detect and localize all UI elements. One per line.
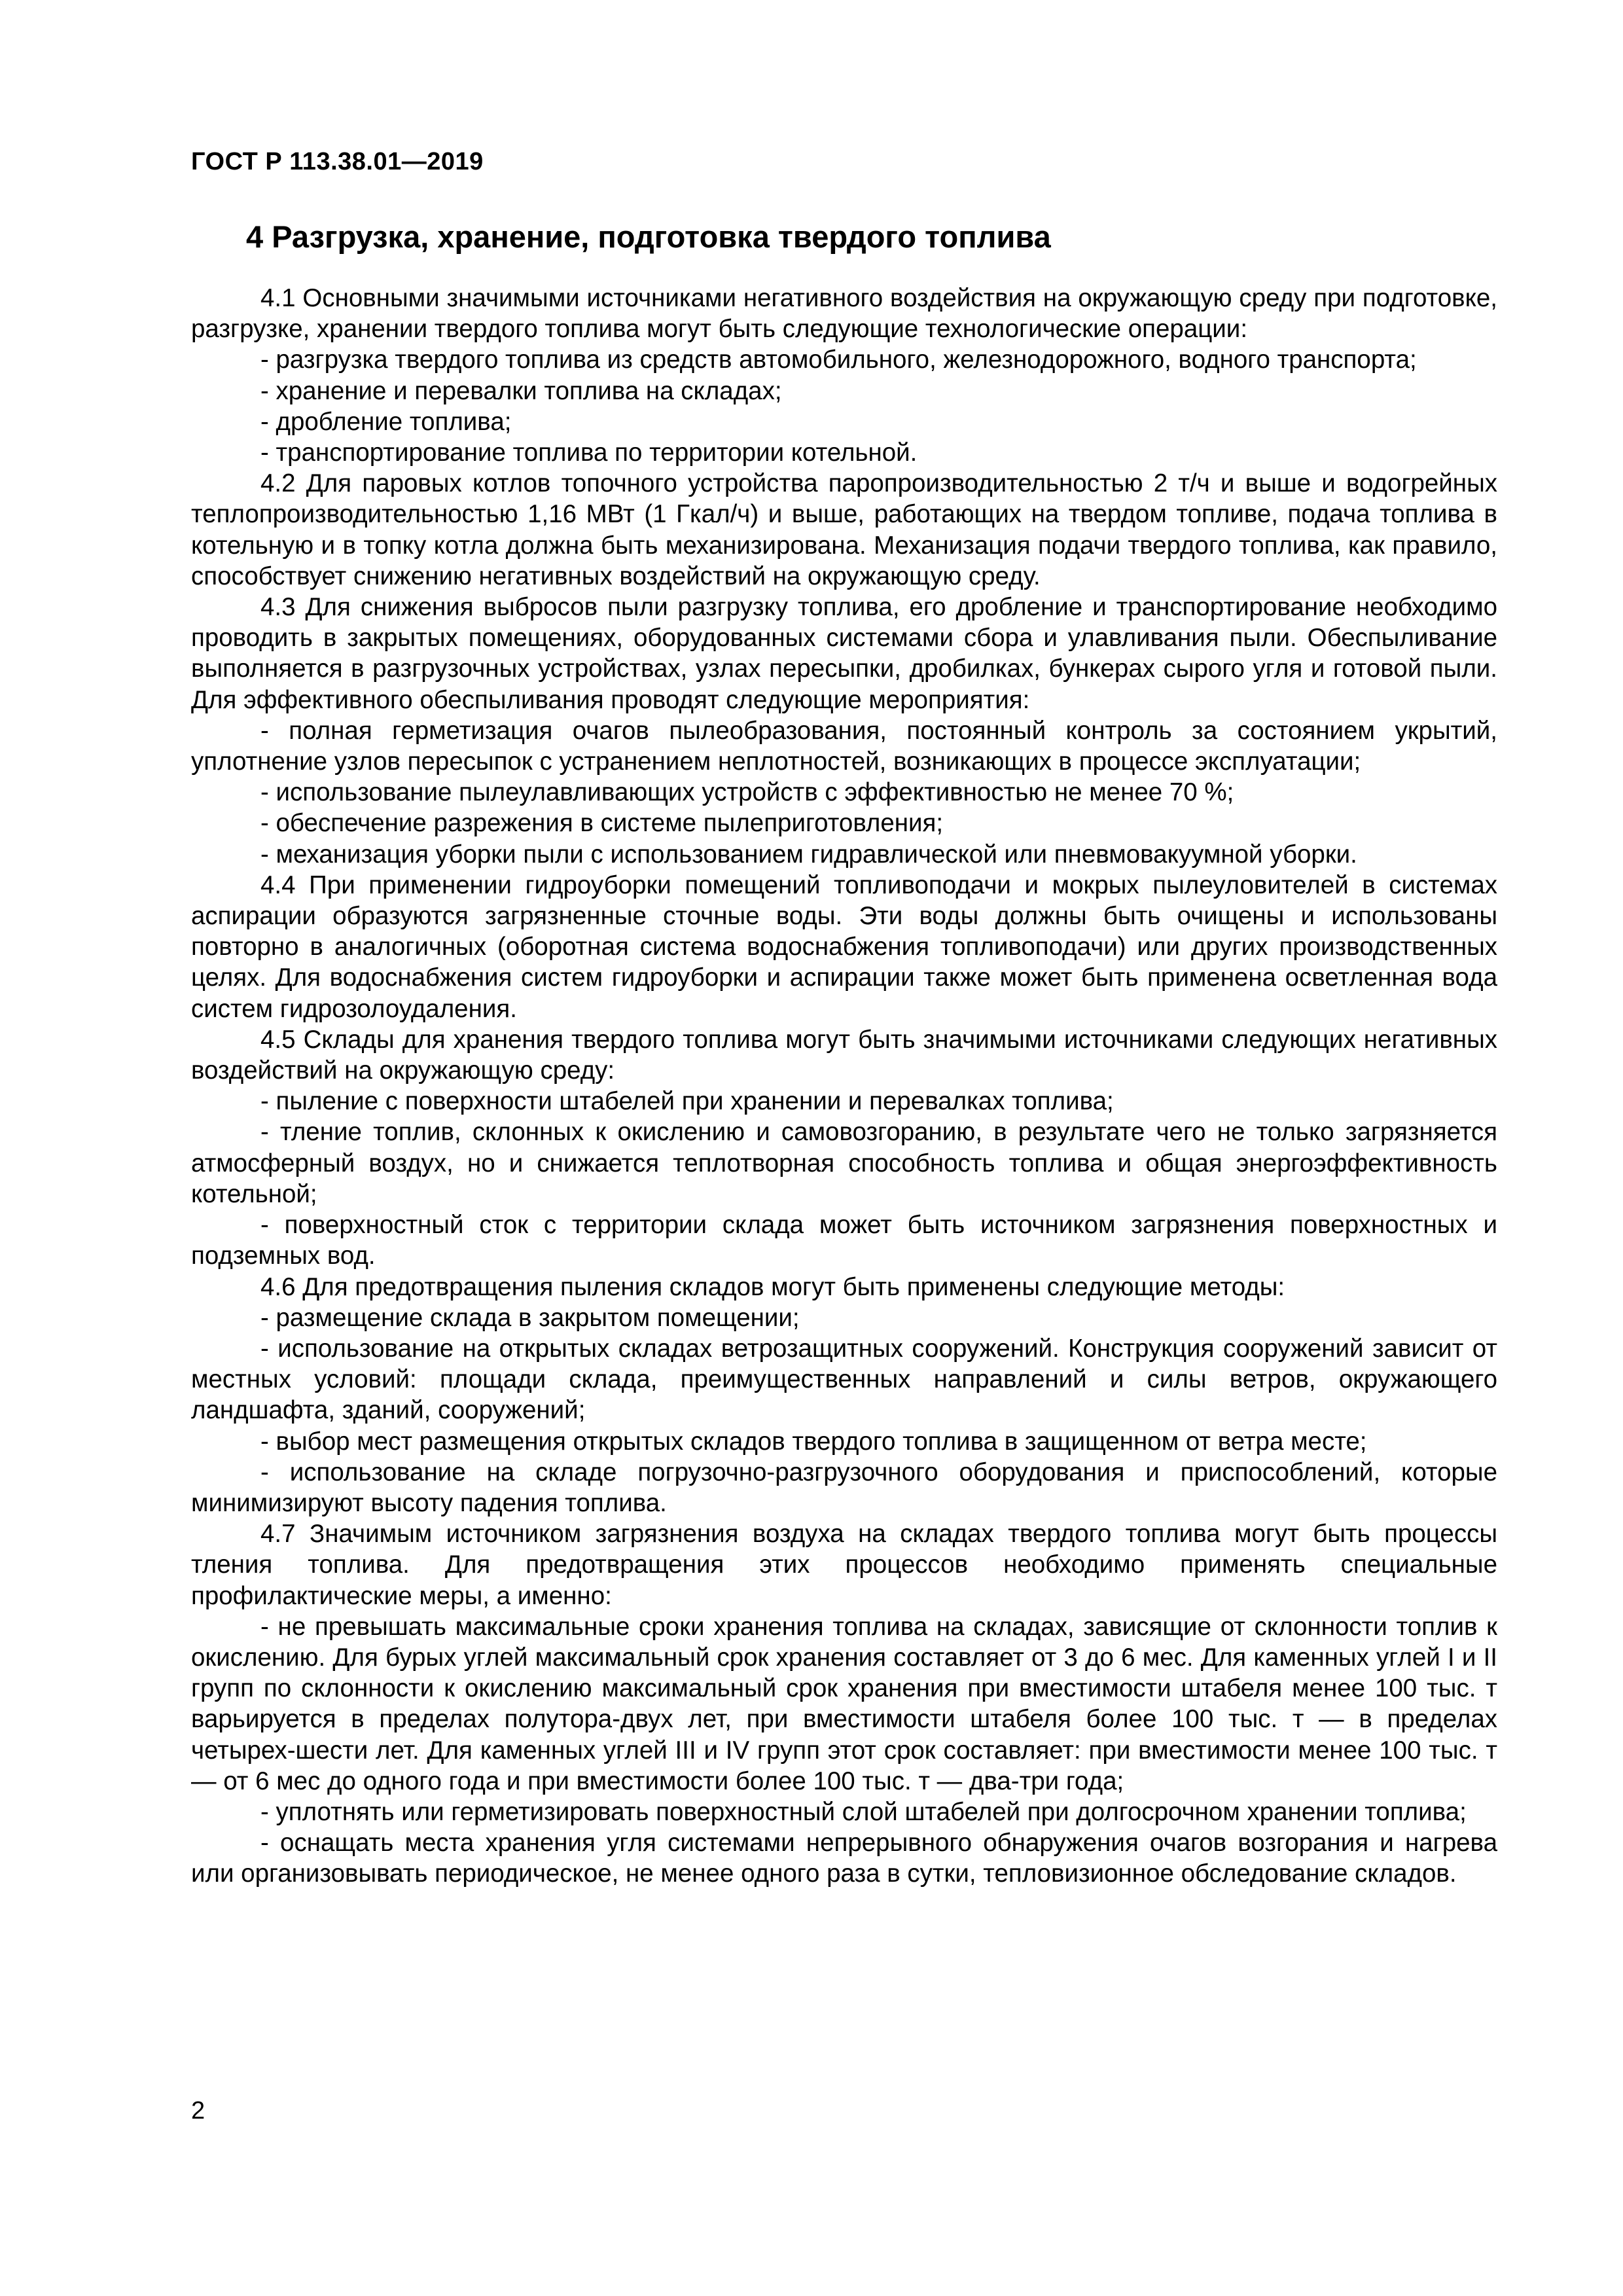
- list-item: - уплотнять или герметизировать поверхностный слой штабелей при долгосрочном хранении топлива;: [260, 1797, 1467, 1826]
- paragraph-4-4: 4.4 При применении гидроуборки помещений топливоподачи и мокрых пылеуловителей в системах аспирации образуются загрязненные сточные воды. Эти воды должны быть очищены и использованы повторно в аналогичных (оборотная система водоснабжения топливоподачи) или других производственных целях. Для водоснабжения систем гидроуборки и аспирации также может быть применена осветленная вода систем гидрозолоудаления.: [191, 870, 1497, 1023]
- list-item: - пыление с поверхности штабелей при хранении и перевалках топлива;: [260, 1087, 1114, 1116]
- list-item: - разгрузка твердого топлива из средств автомобильного, железнодорожного, водного транспорта;: [260, 346, 1417, 374]
- paragraph-4-2: 4.2 Для паровых котлов топочного устройства паропроизводительностью 2 т/ч и выше и водогрейных теплопроизводительностью 1,16 МВт (1 Гкал/ч) и выше, работающих на твердом топливе, подача топлива в котельную и в топку котла должна быть механизирована. Механизация подачи твердого топлива, как правило, способствует снижению негативных воздействий на окружающую среду.: [191, 469, 1497, 590]
- paragraph-4-6: 4.6 Для предотвращения пыления складов могут быть применены следующие методы:: [260, 1272, 1285, 1301]
- list-item: - выбор мест размещения открытых складов твердого топлива в защищенном от ветра месте;: [260, 1427, 1367, 1456]
- list-item: - хранение и перевалки топлива на складах;: [260, 376, 782, 405]
- list-item: - использование пылеулавливающих устройств с эффективностью не менее 70 %;: [260, 778, 1234, 807]
- list-item: - дробление топлива;: [260, 407, 512, 436]
- list-item: - не превышать максимальные сроки хранения топлива на складах, зависящие от склонности топлив к окислению. Для бурых углей максимальный срок хранения составляет от 3 до 6 мес. Для каменных углей I и II групп по склонности к окислению максимальный срок хранения при вместимости штабеля менее 100 тыс. т варьируется в пределах полутора-двух лет, при вместимости штабеля более 100 тыс. т — в пределах четырех-шести лет. Для каменных углей III и IV групп этот срок составляет: при вместимости менее 100 тыс. т — от 6 мес до одного года и при вместимости более 100 тыс. т — два-три года;: [191, 1612, 1497, 1795]
- list-item: - тление топлив, склонных к окислению и самовозгоранию, в результате чего не только загрязняется атмосферный воздух, но и снижается теплотворная способность топлива и общая энергоэффективность котельной;: [191, 1118, 1497, 1208]
- section-body: [191, 283, 1497, 1890]
- list-item: - использование на складе погрузочно-разгрузочного оборудования и приспособлений, которые минимизируют высоту падения топлива.: [191, 1458, 1497, 1517]
- page-number: 2: [191, 2097, 205, 2125]
- list-item: - транспортирование топлива по территории котельной.: [260, 439, 918, 467]
- list-item: - механизация уборки пыли с использованием гидравлической или пневмовакуумной уборки.: [260, 840, 1357, 869]
- standard-number: ГОСТ Р 113.38.01—2019: [191, 148, 484, 175]
- paragraph-4-3: 4.3 Для снижения выбросов пыли разгрузку топлива, его дробление и транспортирование необходимо проводить в закрытых помещениях, оборудованных системами сбора и улавливания пыли. Обеспыливание выполняется в разгрузочных устройствах, узлах пересыпки, дробилках, бункерах сырого угля и готовой пыли. Для эффективного обеспыливания проводят следующие мероприятия:: [191, 593, 1497, 714]
- list-item: - оснащать места хранения угля системами непрерывного обнаружения очагов возгорания и нагрева или организовывать периодическое, не менее одного раза в сутки, тепловизионное обследование складов.: [191, 1829, 1497, 1888]
- paragraph-4-1: 4.1 Основными значимыми источниками негативного воздействия на окружающую среду при подготовке, разгрузке, хранении твердого топлива могут быть следующие технологические операции:: [191, 284, 1497, 344]
- section-title: 4 Разгрузка, хранение, подготовка твердого топлива: [246, 219, 1051, 254]
- list-item: - размещение склада в закрытом помещении;: [260, 1303, 800, 1332]
- list-item: - полная герметизация очагов пылеобразования, постоянный контроль за состоянием укрытий, уплотнение узлов пересыпок с устранением неплотностей, возникающих в процессе эксплуатации;: [191, 716, 1497, 776]
- paragraph-4-5: 4.5 Склады для хранения твердого топлива могут быть значимыми источниками следующих негативных воздействий на окружающую среду:: [191, 1025, 1497, 1085]
- list-item: - использование на открытых складах ветрозащитных сооружений. Конструкция сооружений зависит от местных условий: площади склада, преимущественных направлений и силы ветров, окружающего ландшафта, зданий, сооружений;: [191, 1334, 1497, 1425]
- list-item: - обеспечение разрежения в системе пылеприготовления;: [260, 809, 944, 838]
- paragraph-4-7: 4.7 Значимым источником загрязнения воздуха на складах твердого топлива могут быть процессы тления топлива. Для предотвращения этих процессов необходимо применять специальные профилактические меры, а именно:: [191, 1520, 1497, 1610]
- list-item: - поверхностный сток с территории склада может быть источником загрязнения поверхностных и подземных вод.: [191, 1211, 1497, 1270]
